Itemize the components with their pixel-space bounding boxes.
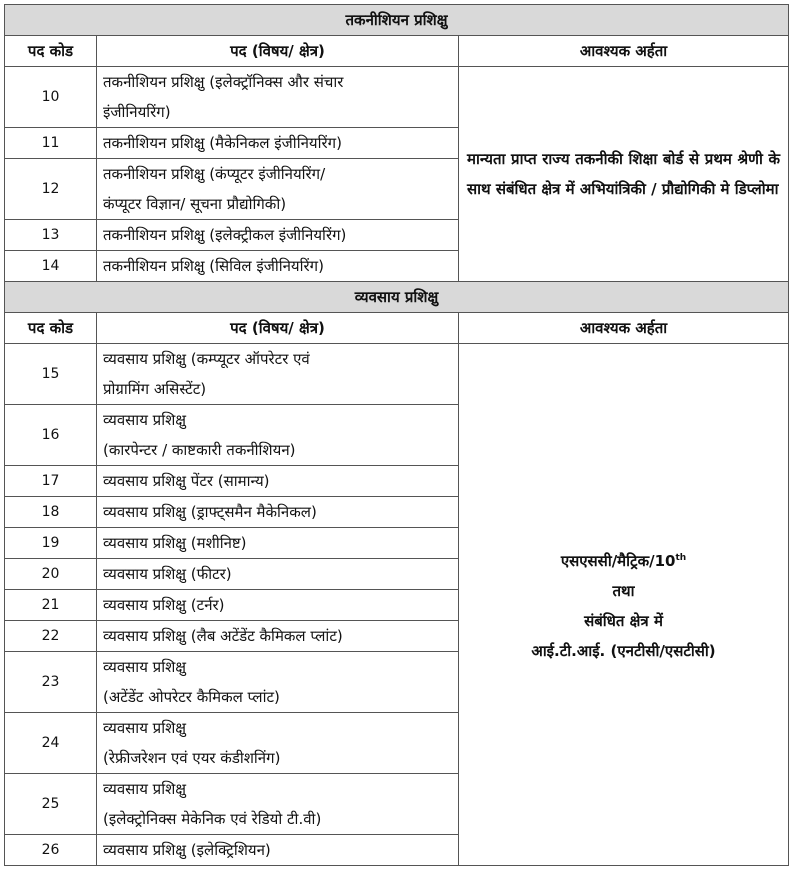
qualification-table [4, 4, 789, 866]
header-post-subject: पद (विषय/ क्षेत्र) [97, 36, 459, 67]
post-name: व्यवसाय प्रशिक्षु (इलेक्ट्रिशियन) [97, 835, 459, 866]
post-name: व्यवसाय प्रशिक्षु (मशीनिष्ट) [97, 528, 459, 559]
header-post-code: पद कोड [5, 36, 97, 67]
header-post-code: पद कोड [5, 313, 97, 344]
post-name: व्यवसाय प्रशिक्षु पेंटर (सामान्य) [97, 466, 459, 497]
header-post-subject: पद (विषय/ क्षेत्र) [97, 313, 459, 344]
post-name: व्यवसाय प्रशिक्षु (ड्राफ्ट्समैन मैकेनिकल) [97, 497, 459, 528]
post-code: 10 [5, 67, 97, 128]
post-code: 13 [5, 220, 97, 251]
post-code: 18 [5, 497, 97, 528]
post-name: तकनीशियन प्रशिक्षु (इलेक्ट्रॉनिक्स और संचार इंजीनियरिंग) [97, 67, 459, 128]
header-qualification: आवश्यक अर्हता [459, 313, 789, 344]
section-title-technician: तकनीशियन प्रशिक्षु [5, 5, 789, 36]
post-name: व्यवसाय प्रशिक्षु (लैब अटेंडेंट कैमिकल प्लांट) [97, 621, 459, 652]
qualification-trade: एसएससी/मैट्रिक/10th तथा संबंधित क्षेत्र में आई.टी.आई. (एनटीसी/एसटीसी) [459, 344, 789, 866]
post-code: 23 [5, 652, 97, 713]
post-name: तकनीशियन प्रशिक्षु (कंप्यूटर इंजीनियरिंग/ कंप्यूटर विज्ञान/ सूचना प्रौद्योगिकी) [97, 159, 459, 220]
post-code: 25 [5, 774, 97, 835]
post-code: 15 [5, 344, 97, 405]
post-name: व्यवसाय प्रशिक्षु (कारपेन्टर / काष्टकारी तकनीशियन) [97, 405, 459, 466]
post-name: व्यवसाय प्रशिक्षु (रेफ्रीजरेशन एवं एयर कंडीशनिंग) [97, 713, 459, 774]
post-code: 26 [5, 835, 97, 866]
post-name: व्यवसाय प्रशिक्षु (अटेंडेंट ओपरेटर कैमिकल प्लांट) [97, 652, 459, 713]
post-name: तकनीशियन प्रशिक्षु (मैकेनिकल इंजीनियरिंग) [97, 128, 459, 159]
post-code: 21 [5, 590, 97, 621]
post-code: 17 [5, 466, 97, 497]
post-name: व्यवसाय प्रशिक्षु (फीटर) [97, 559, 459, 590]
post-name: व्यवसाय प्रशिक्षु (इलेक्ट्रोनिक्स मेकेनिक एवं रेडियो टी.वी) [97, 774, 459, 835]
table-row [5, 67, 789, 128]
post-code: 20 [5, 559, 97, 590]
section-title-trade: व्यवसाय प्रशिक्षु [5, 282, 789, 313]
post-name: तकनीशियन प्रशिक्षु (सिविल इंजीनियरिंग) [97, 251, 459, 282]
post-name: व्यवसाय प्रशिक्षु (कम्प्यूटर ऑपरेटर एवं प्रोग्रामिंग असिस्टेंट) [97, 344, 459, 405]
post-code: 22 [5, 621, 97, 652]
post-code: 16 [5, 405, 97, 466]
post-name: व्यवसाय प्रशिक्षु (टर्नर) [97, 590, 459, 621]
post-code: 24 [5, 713, 97, 774]
post-code: 11 [5, 128, 97, 159]
table-row [5, 344, 789, 405]
header-qualification: आवश्यक अर्हता [459, 36, 789, 67]
post-code: 12 [5, 159, 97, 220]
post-code: 14 [5, 251, 97, 282]
qualification-technician: मान्यता प्राप्त राज्य तकनीकी शिक्षा बोर्ड से प्रथम श्रेणी के साथ संबंधित क्षेत्र में अभियांत्रिकी / प्रौद्योगिकी मे डिप्लोमा [459, 67, 789, 282]
post-name: तकनीशियन प्रशिक्षु (इलेक्ट्रीकल इंजीनियरिंग) [97, 220, 459, 251]
post-code: 19 [5, 528, 97, 559]
